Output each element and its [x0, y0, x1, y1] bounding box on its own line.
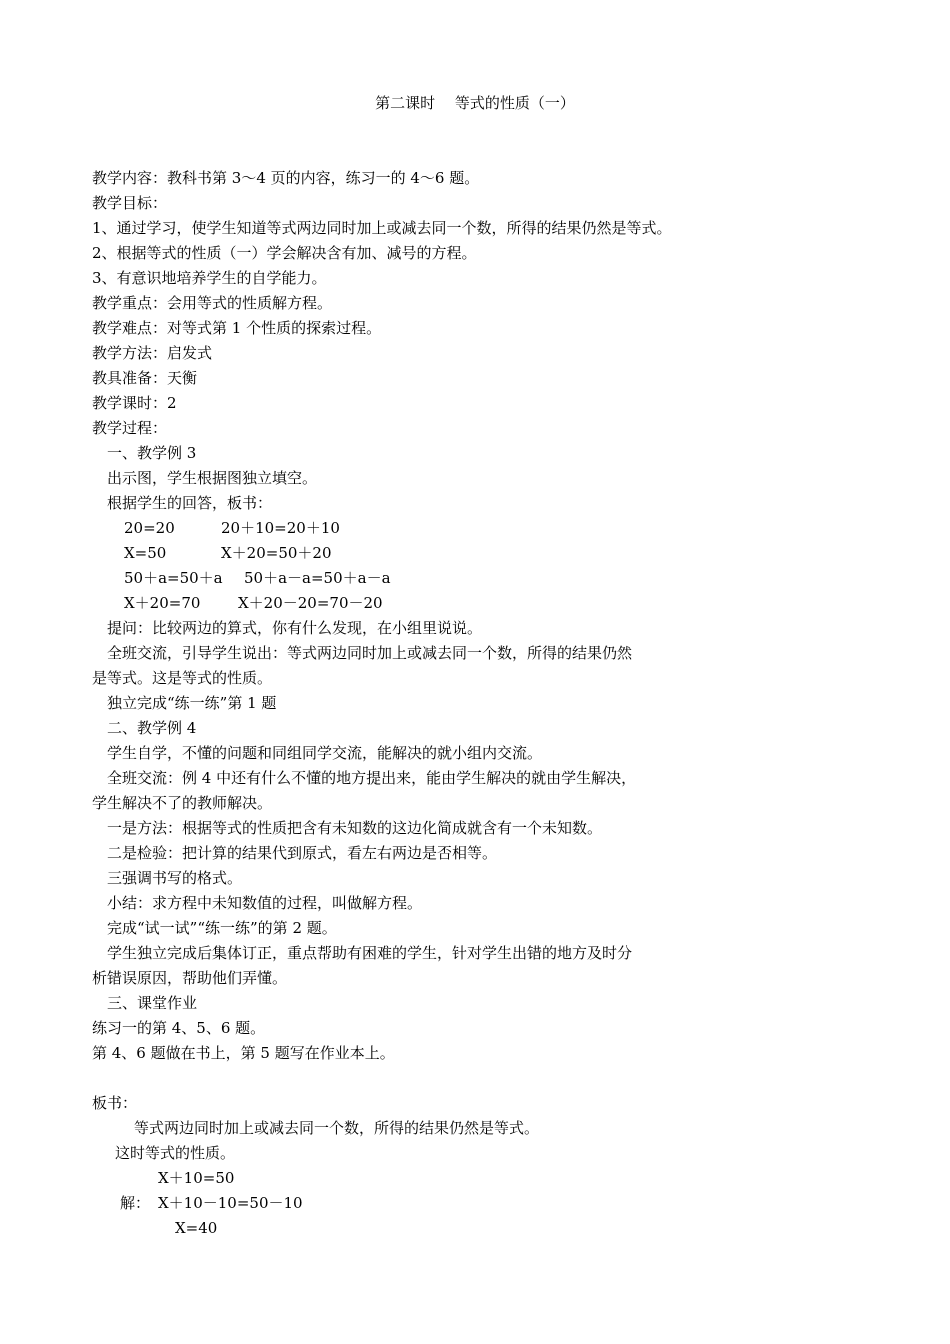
text-line: 析错误原因，帮助他们弄懂。	[92, 969, 288, 987]
equation: X=40	[175, 1219, 218, 1237]
text-line: 教具准备：天衡	[92, 369, 198, 387]
text-line: 根据学生的回答，板书：	[107, 494, 273, 512]
equation: X＋20－20=70－20	[238, 594, 383, 612]
text-line: 这时等式的性质。	[115, 1144, 236, 1162]
text-line: 独立完成“练一练”第 1 题	[107, 694, 277, 712]
text-line: 学生解决不了的教师解决。	[92, 794, 273, 812]
section-heading: 一、教学例 3	[107, 444, 197, 462]
equation: 20＋10=20＋10	[221, 519, 340, 537]
text-line: 教学方法：启发式	[92, 344, 213, 362]
text-line: 教学内容：教科书第 3～4 页的内容，练习一的 4～6 题。	[92, 169, 480, 187]
text-line: 练习一的第 4、5、6 题。	[92, 1019, 266, 1037]
equation: X＋10=50	[158, 1169, 235, 1187]
text-line: 三强调书写的格式。	[107, 869, 243, 887]
text-line: 小结：求方程中未知数值的过程，叫做解方程。	[107, 894, 423, 912]
page-title: 第二课时 等式的性质（一）	[375, 94, 575, 112]
text-line: 提问：比较两边的算式，你有什么发现，在小组里说说。	[107, 619, 483, 637]
text-line: 第 4、6 题做在书上，第 5 题写在作业本上。	[92, 1044, 395, 1062]
section-heading: 三、课堂作业	[107, 994, 198, 1012]
text-line: 教学重点：会用等式的性质解方程。	[92, 294, 333, 312]
text-line: 3、有意识地培养学生的自学能力。	[92, 269, 327, 287]
text-line: 1、通过学习，使学生知道等式两边同时加上或减去同一个数，所得的结果仍然是等式。	[92, 219, 672, 237]
text-line: 教学目标：	[92, 194, 168, 212]
text-line: 教学难点：对等式第 1 个性质的探索过程。	[92, 319, 382, 337]
text-line: 学生独立完成后集体订正，重点帮助有困难的学生，针对学生出错的地方及时分	[107, 944, 633, 962]
equation: X＋20=50＋20	[221, 544, 332, 562]
equation: 20=20	[124, 519, 175, 537]
text-line: 完成“试一试”“练一练”的第 2 题。	[107, 919, 337, 937]
text-line: 2、根据等式的性质（一）学会解决含有加、减号的方程。	[92, 244, 477, 262]
equation: X＋20=70	[124, 594, 201, 612]
text-line: 出示图，学生根据图独立填空。	[107, 469, 318, 487]
equation: X＋10－10=50－10	[158, 1194, 303, 1212]
section-heading: 二、教学例 4	[107, 719, 197, 737]
equation: 50＋a=50＋a	[124, 569, 223, 587]
text-line: 教学课时：2	[92, 394, 177, 412]
text-line: 一是方法：根据等式的性质把含有未知数的这边化简成就含有一个未知数。	[107, 819, 603, 837]
text-line: 等式两边同时加上或减去同一个数，所得的结果仍然是等式。	[134, 1119, 540, 1137]
text-line: 全班交流：例 4 中还有什么不懂的地方提出来，能由学生解决的就由学生解决，	[107, 769, 637, 787]
text-line: 是等式。这是等式的性质。	[92, 669, 273, 687]
text-line: 教学过程：	[92, 419, 168, 437]
text-line: 全班交流，引导学生说出：等式两边同时加上或减去同一个数，所得的结果仍然	[107, 644, 633, 662]
solution-label: 解：	[120, 1194, 151, 1212]
text-line: 学生自学，不懂的问题和同组同学交流，能解决的就小组内交流。	[107, 744, 543, 762]
equation: X=50	[124, 544, 167, 562]
equation: 50＋a－a=50＋a－a	[244, 569, 391, 587]
text-line: 二是检验：把计算的结果代到原式，看左右两边是否相等。	[107, 844, 498, 862]
board-heading: 板书：	[92, 1094, 138, 1112]
